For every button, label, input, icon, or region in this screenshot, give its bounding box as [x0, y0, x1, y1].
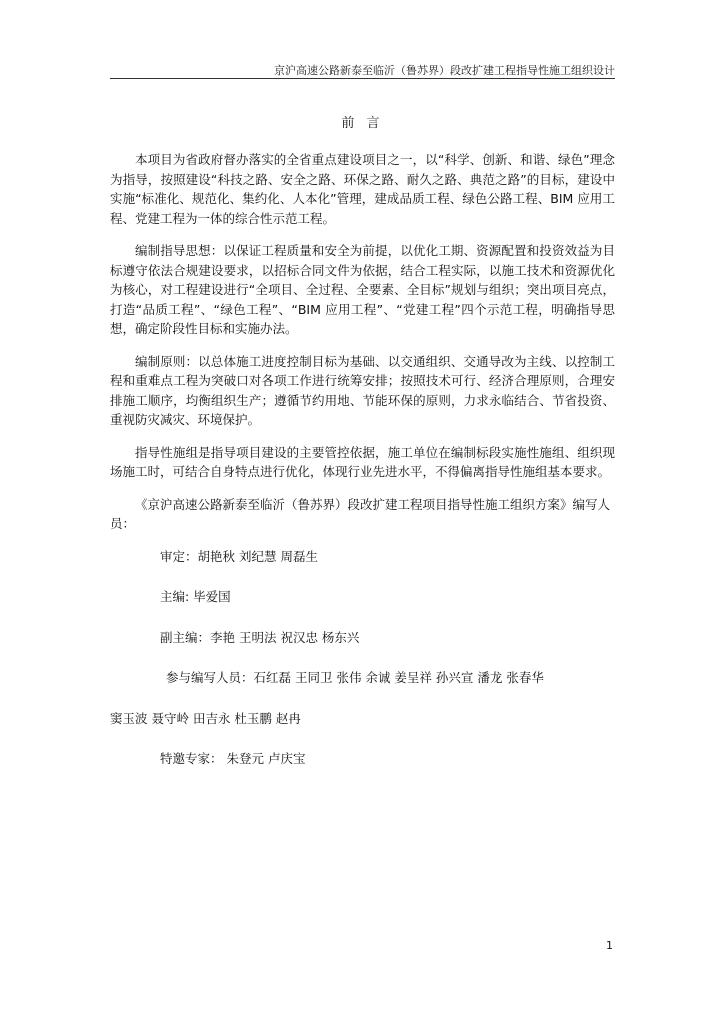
chief-editor-line: 主编: 毕爱国 — [160, 589, 231, 604]
page-title: 前 言 — [341, 116, 384, 131]
reviewers-line: 审定：胡艳秋 刘纪慧 周磊生 — [160, 548, 318, 564]
paragraph-intro: 本项目为省政府督办落实的全省重点建设项目之一，以“科学、创新、和谐、绿色”理念为指导，按照建设“科技之路、安全之路、环保之路、耐久之路、典范之路”的目标，建设中实施“标准化、规范化、集约化、人本化”管理，建成品质工程、绿色公路工程、BIM 应用工程、党建工程为一体的综合性示范工程。 — [110, 152, 615, 226]
document-body — [110, 150, 615, 790]
paragraph-principles: 编制原则：以总体施工进度控制目标为基础、以交通组织、交通导改为主线、以控制工程和重难点工程为突破口对各项工作进行统筹安排；按照技术可行、经济合理原则，合理安排施工顺序，均衡组织生产；遵循节约用地、节能环保的原则，力求永临结合、节省投资、重视防灾减灾、环境保护。 — [110, 353, 615, 427]
paragraph-guiding-ideology: 编制指导思想：以保证工程质量和安全为前提，以优化工期、资源配置和投资效益为目标遵守依法合规建设要求，以招标合同文件为依据，结合工程实际，以施工技术和资源优化为核心，对工程建设进行“全项目、全过程、全要素、全目标”规划与组织；突出项目亮点，打造“品质工程”、“绿色工程”、“BIM 应用工程”、“党建工程”四个示范工程，明确指导思想，确定阶段性目标和实施办法。 — [110, 243, 615, 336]
header-divider — [110, 78, 615, 79]
contributors-line-continued: 窦玉波 聂守岭 田吉永 杜玉鹏 赵冉 — [110, 710, 301, 726]
contributors-line: 参与编写人员：石红磊 王同卫 张伟 余诚 姜呈祥 孙兴宣 潘龙 张春华 — [166, 670, 544, 685]
running-header: 京沪高速公路新泰至临沂（鲁苏界）段改扩建工程指导性施工组织设计 — [274, 64, 615, 77]
authors-intro: 《京沪高速公路新泰至临沂（鲁苏界）段改扩建工程项目指导性施工组织方案》编写人员： — [110, 496, 611, 531]
experts-line: 特邀专家： 朱登元 卢庆宝 — [160, 751, 306, 766]
page-number: 1 — [606, 939, 613, 952]
paragraph-guidance: 指导性施组是指导项目建设的主要管控依据，施工单位在编制标段实施性施组、组织现场施工时，可结合自身特点进行优化，体现行业先进水平，不得偏离指导性施组基本要求。 — [110, 444, 615, 479]
deputy-editors-line: 副主编：李艳 王明法 祝汉忠 杨东兴 — [160, 629, 360, 645]
